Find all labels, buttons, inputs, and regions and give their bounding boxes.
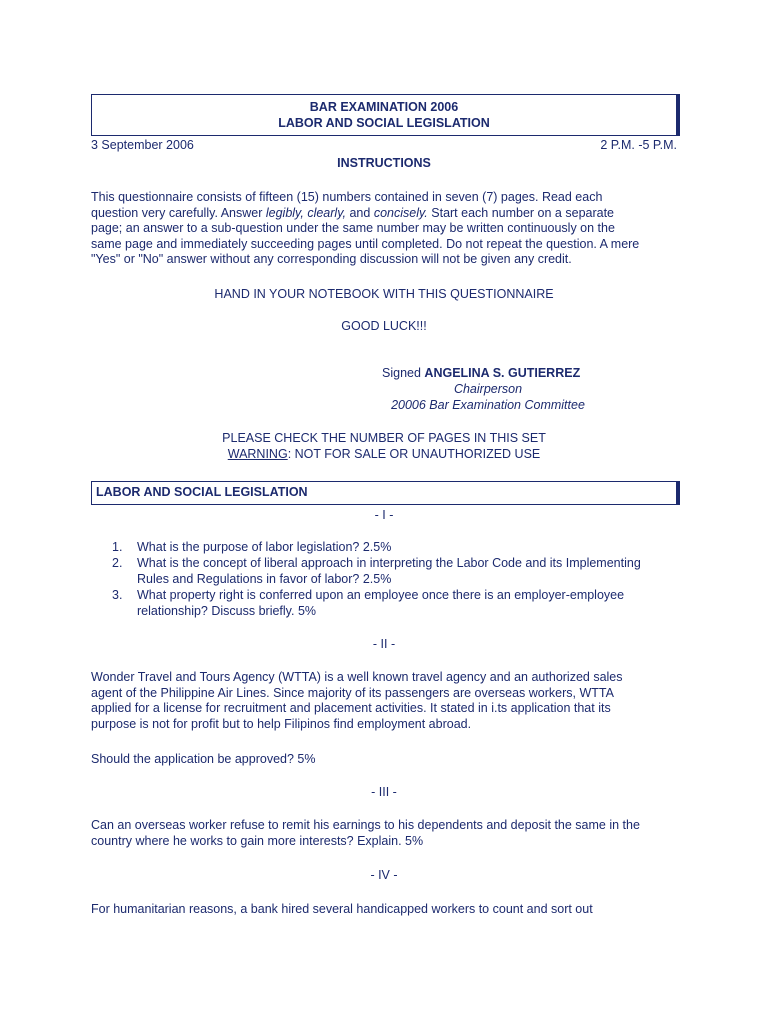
warning-notice <box>0 446 768 462</box>
paragraph-line: agent of the Philippine Air Lines. Since majority of its passengers are overseas workers, WTTA <box>91 685 614 700</box>
item-number: 2. <box>112 556 123 570</box>
signatory-name: ANGELINA S. GUTIERREZ <box>424 366 581 380</box>
question-iv-paragraph <box>91 902 681 918</box>
signed-label: Signed <box>382 366 421 380</box>
list-item <box>112 587 682 619</box>
question-marker-iii: - III - <box>371 785 397 799</box>
exam-title: BAR EXAMINATION 2006 <box>309 100 459 114</box>
exam-date: 3 September 2006 <box>91 138 194 152</box>
question-marker-i: - I - <box>374 508 394 522</box>
question-ii-paragraph <box>91 670 681 732</box>
question-i-list <box>112 539 682 619</box>
item-text-line: What property right is conferred upon an employee once there is an employer-employee <box>137 588 625 602</box>
hand-in-notice: HAND IN YOUR NOTEBOOK WITH THIS QUESTIONNAIRE <box>214 287 554 301</box>
item-number: 1. <box>112 540 123 554</box>
paragraph-line: country where he works to gain more interests? Explain. 5% <box>91 833 424 848</box>
item-text-line: What is the concept of liberal approach in interpreting the Labor Code and its Implementing <box>137 556 641 570</box>
committee-name: 20006 Bar Examination Committee <box>391 398 585 412</box>
item-text-line: What is the purpose of labor legislation? 2.5% <box>137 540 392 554</box>
paragraph-line: applied for a license for recruitment and placement activities. It stated in i.ts application that its <box>91 701 611 716</box>
exam-title-box <box>91 94 677 136</box>
instructions-heading: INSTRUCTIONS <box>337 156 431 170</box>
paragraph-line: purpose is not for profit but to help Filipinos find employment abroad. <box>91 716 472 731</box>
signatory-role: Chairperson <box>453 382 523 396</box>
item-number: 3. <box>112 588 123 602</box>
section-title-box <box>91 481 677 505</box>
warning-label: WARNING <box>227 447 288 461</box>
item-text-line: Rules and Regulations in favor of labor? 2.5% <box>137 572 392 586</box>
item-text-line: relationship? Discuss briefly. 5% <box>137 604 317 618</box>
question-marker-iv: - IV - <box>370 868 398 882</box>
exam-subject: LABOR AND SOCIAL LEGISLATION <box>278 116 490 130</box>
instructions-paragraph: This questionnaire consists of fifteen (15) numbers contained in seven (7) pages. Read each question very carefully. Answer legibly, clearly, and concisely. Start each number on a separate page; an answer to a sub-question under the same number may be written continuously on the same page and immediately succeeding pages until completed. Do not repeat the question. A mere "Yes" or "No" answer without any corresponding discussion will not be given any credit. <box>91 190 640 267</box>
paragraph-line: Can an overseas worker refuse to remit his earnings to his dependents and deposit the same in the <box>91 818 640 832</box>
exam-time: 2 P.M. -5 P.M. <box>600 138 677 152</box>
check-pages-notice: PLEASE CHECK THE NUMBER OF PAGES IN THIS SET <box>222 431 546 445</box>
question-ii-prompt: Should the application be approved? 5% <box>91 752 316 766</box>
good-luck-text: GOOD LUCK!!! <box>341 319 427 333</box>
list-item <box>112 555 682 587</box>
question-iii-paragraph <box>91 818 681 849</box>
section-title: LABOR AND SOCIAL LEGISLATION <box>96 485 308 499</box>
question-marker-ii: - II - <box>372 637 396 651</box>
signature-line <box>382 365 580 381</box>
list-item <box>112 539 682 555</box>
paragraph-line: Wonder Travel and Tours Agency (WTTA) is a well known travel agency and an authorized sales <box>91 670 623 684</box>
warning-text: : NOT FOR SALE OR UNAUTHORIZED USE <box>287 447 541 461</box>
paragraph-line: For humanitarian reasons, a bank hired several handicapped workers to count and sort out <box>91 902 593 916</box>
